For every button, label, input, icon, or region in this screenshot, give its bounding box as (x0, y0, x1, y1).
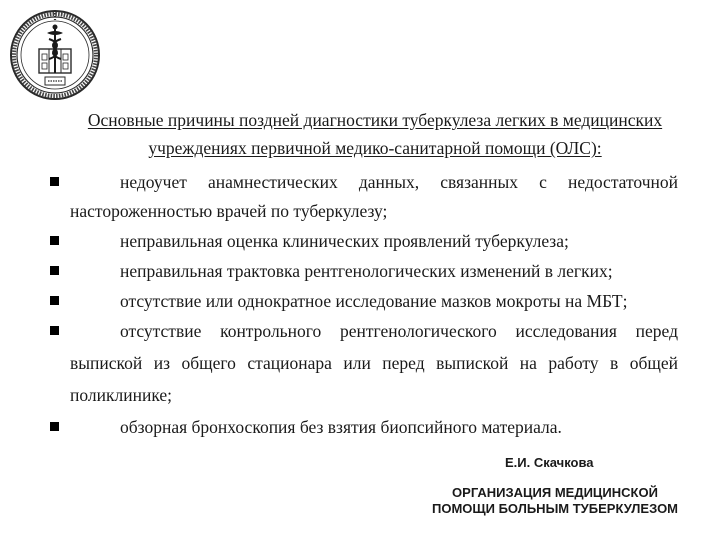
author-name: Е.И. Скачкова (505, 455, 594, 470)
bullet-marker (50, 236, 59, 245)
source-title-line-2: ПОМОЩИ БОЛЬНЫМ ТУБЕРКУЛЕЗОМ (431, 501, 679, 516)
institution-seal (9, 9, 101, 101)
item-5-line-1: отсутствие контрольного рентгенологического исследования перед (120, 321, 678, 341)
bullet-marker (50, 422, 59, 431)
slide-title-line-1: Основные причины поздней диагностики туберкулеза легких в медицинских (87, 110, 663, 130)
item-2-text: неправильная оценка клинических проявлений туберкулеза; (120, 231, 569, 251)
item-5-line-3: поликлинике; (70, 385, 173, 405)
slide-title-line-2: учреждениях первичной медико-санитарной помощи (ОЛС): (148, 138, 602, 158)
item-3-text: неправильная трактовка рентгенологических изменений в легких; (120, 261, 613, 281)
item-5-line-2: выпиской из общего стационара или перед выпиской на работу в общей (70, 353, 678, 373)
item-4-text: отсутствие или однократное исследование мазков мокроты на МБТ; (120, 291, 628, 311)
bullet-marker (50, 326, 59, 335)
source-title-line-1: ОРГАНИЗАЦИЯ МЕДИЦИНСКОЙ (452, 485, 658, 500)
bullet-marker (50, 296, 59, 305)
item-1-line-1: недоучет анамнестических данных, связанных с недостаточной (120, 172, 678, 192)
item-1-line-2: настороженностью врачей по туберкулезу; (70, 201, 388, 221)
bullet-marker (50, 177, 59, 186)
bullet-marker (50, 266, 59, 275)
item-6-text: обзорная бронхоскопия без взятия биопсийного материала. (120, 417, 562, 437)
